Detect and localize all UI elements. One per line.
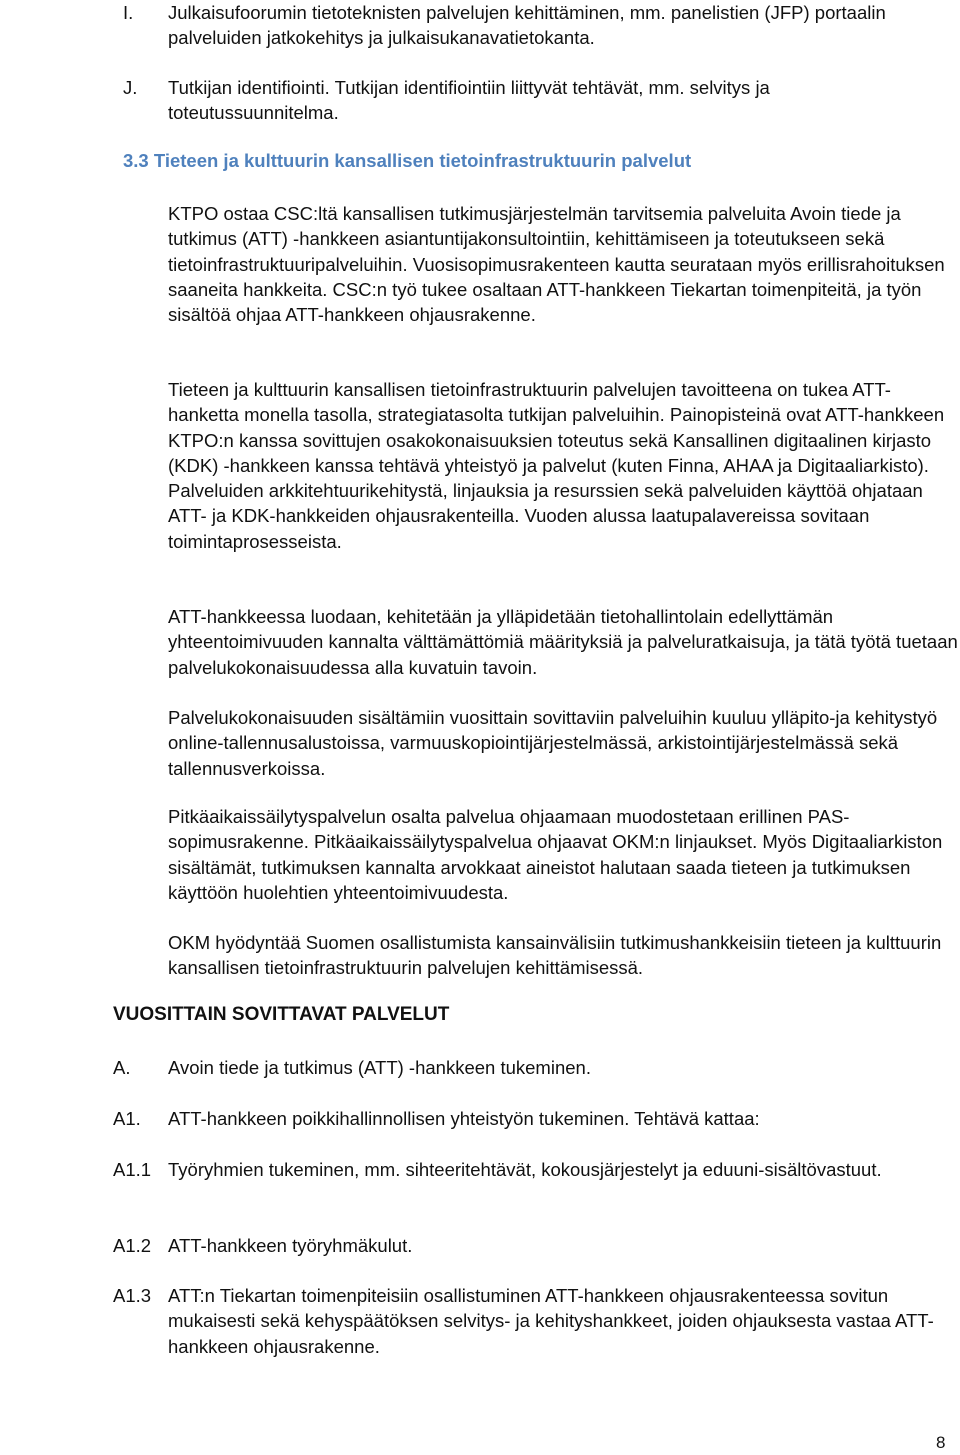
- section-heading: 3.3 Tieteen ja kulttuurin kansallisen tietoinfrastruktuurin palvelut: [123, 150, 692, 171]
- service-item-text: ATT-hankkeen työryhmäkulut.: [168, 1235, 413, 1256]
- service-item-a1-2: [113, 1233, 943, 1259]
- service-item-label: A1.1: [113, 1159, 152, 1180]
- annual-services-heading: VUOSITTAIN SOVITTAVAT PALVELUT: [113, 1004, 450, 1025]
- list-item-i: [123, 0, 943, 50]
- service-item-a1-1: [113, 1157, 943, 1209]
- paragraph-okm: OKM hyödyntää Suomen osallistumista kansainvälisiin tutkimushankkeisiin tieteen ja kulttuurin kansallisen tietoinfrastruktuurin palvelujen kehittämisessä.: [168, 932, 942, 979]
- list-item-label: I.: [123, 2, 134, 23]
- list-item-label: J.: [123, 77, 138, 98]
- paragraph-ktpo: KTPO ostaa CSC:ltä kansallisen tutkimusjärjestelmän tarvitsemia palveluita Avoin tiede ja tutkimus (ATT) -hankkeen asiantuntijakonsultointiin, kehittämiseen ja toteutukseen sekä tietoinfrastruktuuripalveluihin. Vuosisopimusrakenteen kautta seurataan myös erillisrahoituksen saaneita hankkeita. CSC:n työ tukee osaltaan ATT-hankkeen Tiekartan toimenpiteitä, ja työn sisältöä ohjaa ATT-hankkeen ohjausrakenne.: [168, 203, 945, 326]
- page-number: 8: [936, 1433, 946, 1452]
- service-item-a: [113, 1055, 943, 1081]
- list-item-j: [123, 75, 943, 125]
- service-item-label: A1.2: [113, 1235, 152, 1256]
- service-item-label: A1.3: [113, 1285, 152, 1306]
- service-item-a1-3: [113, 1283, 953, 1361]
- paragraph-long-term-preservation: Pitkäaikaissäilytyspalvelun osalta palvelua ohjaamaan muodostetaan erillinen PAS-sopimusrakenne. Pitkäaikaissäilytyspalvelua ohjaavat OKM:n linjaukset. Myös Digitaaliarkiston sisältämät, tutkimuksen kannalta arvokkaat aineistot halutaan saada tieteen ja tutkimuksen käyttöön huolehtien yhteentoimivuudesta.: [168, 806, 943, 903]
- service-item-label: A1.: [113, 1108, 141, 1129]
- service-item-a1: [113, 1106, 943, 1132]
- service-item-text: Työryhmien tukeminen, mm. sihteeritehtävät, kokousjärjestelyt ja eduuni-sisältövastuut.: [168, 1159, 882, 1180]
- service-item-text: ATT:n Tiekartan toimenpiteisiin osallistuminen ATT-hankkeen ohjausrakenteessa sovitun mukaisesti sekä kehyspäätöksen selvitys- ja kehityshankkeet, joiden ohjauksesta vastaa ATT-hankkeen ohjausrakenne.: [168, 1285, 934, 1357]
- service-item-text: Avoin tiede ja tutkimus (ATT) -hankkeen tukeminen.: [168, 1057, 591, 1078]
- service-item-text: ATT-hankkeen poikkihallinnollisen yhteistyön tukeminen. Tehtävä kattaa:: [168, 1108, 760, 1129]
- paragraph-service-bundle: Palvelukokonaisuuden sisältämiin vuosittain sovittaviin palveluihin kuuluu ylläpito-ja kehitystyö online-tallennusalustoissa, varmuuskopiointijärjestelmässä, arkistointijärjestelmässä sekä tallennusverkoissa.: [168, 707, 938, 779]
- list-item-text: Julkaisufoorumin tietoteknisten palvelujen kehittäminen, mm. panelistien (JFP) portaalin palveluiden jatkokehitys ja julkaisukanavatietokanta.: [168, 2, 886, 49]
- paragraph-att-project: ATT-hankkeessa luodaan, kehitetään ja ylläpidetään tietohallintolain edellyttämän yhteentoimivuuden kannalta välttämättömiä määrityksiä ja palveluratkaisuja, ja tätä työtä tuetaan palvelukokonaisuudessa alla kuvatuin tavoin.: [168, 606, 958, 678]
- paragraph-goals: Tieteen ja kulttuurin kansallisen tietoinfrastruktuurin palvelujen tavoitteena on tukea ATT-hanketta monella tasolla, strategiatasolta tutkijan palveluihin. Painopisteinä ovat ATT-hankkeen KTPO:n kanssa sovittujen osakokonaisuuksien toteutus sekä Kansallinen digitaalinen kirjasto (KDK) -hankkeen kanssa tehtävä yhteistyö ja palvelut (kuten Finna, AHAA ja Digitaaliarkisto). Palveluiden arkkitehtuurikehitystä, linjauksia ja resurssien sekä palveluiden käyttöä ohjataan ATT- ja KDK-hankkeiden ohjausrakenteilla. Vuoden alussa laatupalavereissa sovitaan toimintaprosesseista.: [168, 379, 945, 552]
- service-item-label: A.: [113, 1057, 131, 1078]
- list-item-text: Tutkijan identifiointi. Tutkijan identifiointiin liittyvät tehtävät, mm. selvitys ja toteutussuunnitelma.: [168, 77, 770, 124]
